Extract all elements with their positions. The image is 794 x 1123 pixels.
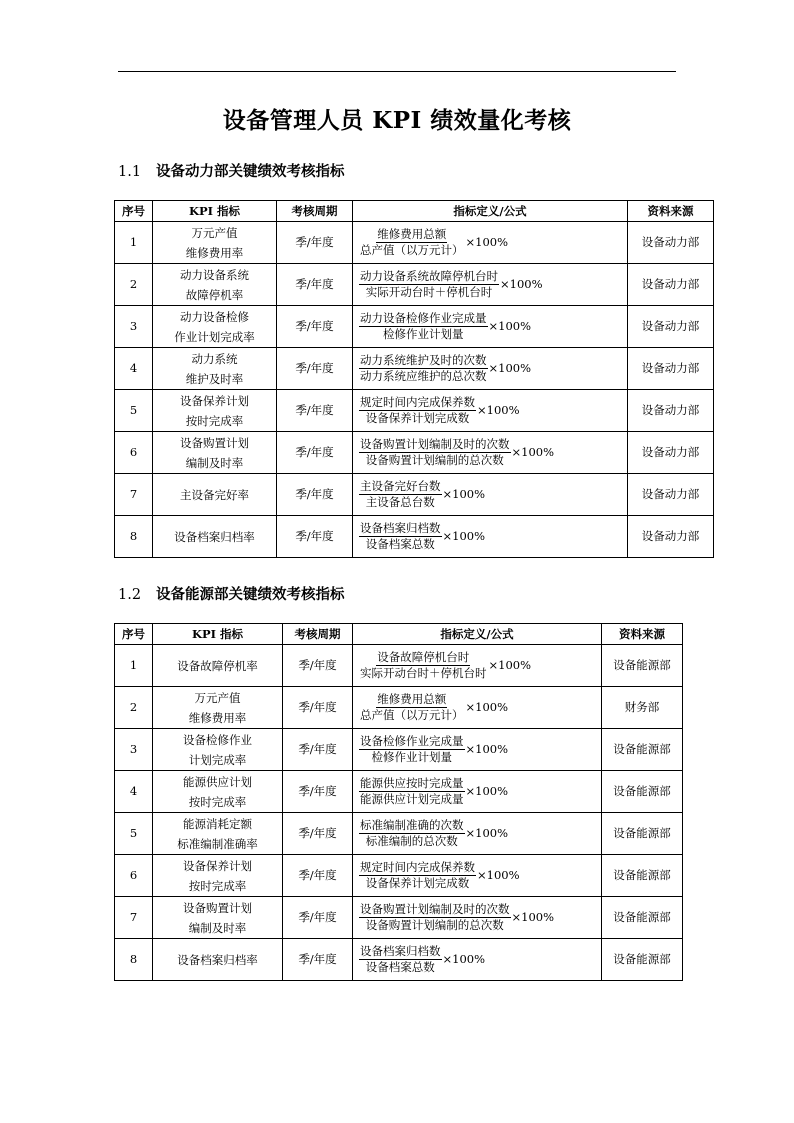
kpi-name <box>153 516 277 558</box>
kpi-name <box>153 771 283 813</box>
formula-fraction <box>359 353 488 384</box>
period: 季/年度 <box>283 645 353 687</box>
row-number: 1 <box>115 222 153 264</box>
col-header-period: 考核周期 <box>277 201 353 222</box>
formula-denominator: 设备保养计划完成数 <box>365 411 470 425</box>
formula-denominator: 检修作业计划量 <box>383 327 464 341</box>
kpi-name-line: 设备档案归档率 <box>177 952 258 967</box>
formula <box>353 264 628 306</box>
kpi-name-line: 编制及时率 <box>188 920 247 935</box>
data-source: 设备动力部 <box>628 348 714 390</box>
kpi-name-line: 维修费用率 <box>188 710 247 725</box>
formula-fraction <box>359 776 465 807</box>
formula-multiplier: ×100% <box>442 952 486 966</box>
table-row <box>115 306 714 348</box>
table-row <box>115 348 714 390</box>
row-number: 4 <box>115 348 153 390</box>
data-source: 设备能源部 <box>602 813 683 855</box>
kpi-name-line: 故障停机率 <box>185 287 244 302</box>
row-number: 1 <box>115 645 153 687</box>
row-number: 2 <box>115 264 153 306</box>
kpi-name-line: 万元产值 <box>194 690 241 705</box>
table-row <box>115 855 683 897</box>
period: 季/年度 <box>277 348 353 390</box>
formula <box>353 855 602 897</box>
table-header-row <box>115 201 714 222</box>
formula-fraction <box>359 944 442 975</box>
formula-denominator: 能源供应计划完成量 <box>360 792 464 806</box>
formula-denominator: 设备档案总数 <box>365 960 435 974</box>
formula-fraction <box>359 860 476 891</box>
data-source: 设备能源部 <box>602 729 683 771</box>
table-header-row <box>115 624 683 645</box>
formula-fraction <box>359 437 511 468</box>
kpi-name <box>153 264 277 306</box>
formula-denominator: 设备购置计划编制的总次数 <box>365 453 504 467</box>
kpi-name <box>153 855 283 897</box>
kpi-name <box>153 939 283 981</box>
section-heading-2 <box>118 583 345 604</box>
formula-multiplier: ×100% <box>488 319 532 333</box>
kpi-name <box>153 897 283 939</box>
period: 季/年度 <box>283 687 353 729</box>
formula-fraction <box>359 692 465 723</box>
kpi-name-line: 万元产值 <box>191 225 238 240</box>
formula-numerator: 规定时间内完成保养数 <box>360 395 475 409</box>
section-heading-1 <box>118 160 345 181</box>
formula-fraction <box>359 395 476 426</box>
kpi-name-line: 动力设备检修 <box>180 309 249 324</box>
data-source: 设备动力部 <box>628 222 714 264</box>
formula-numerator: 设备购置计划编制及时的次数 <box>360 902 510 916</box>
data-source: 设备能源部 <box>602 855 683 897</box>
row-number: 5 <box>115 390 153 432</box>
kpi-name <box>153 687 283 729</box>
formula-fraction <box>359 269 499 300</box>
formula-multiplier: ×100% <box>500 277 543 291</box>
kpi-name-line: 计划完成率 <box>188 752 247 767</box>
formula <box>353 222 628 264</box>
kpi-name <box>153 645 283 687</box>
kpi-name-line: 按时完成率 <box>188 878 247 893</box>
row-number: 8 <box>115 516 153 558</box>
period: 季/年度 <box>283 897 353 939</box>
formula <box>353 432 628 474</box>
table-row <box>115 432 714 474</box>
formula-numerator: 维修费用总额 <box>377 227 447 241</box>
kpi-name-line: 维护及时率 <box>185 371 244 386</box>
kpi-name-line: 按时完成率 <box>185 413 244 428</box>
table-row <box>115 390 714 432</box>
period: 季/年度 <box>277 390 353 432</box>
formula <box>353 348 628 390</box>
formula <box>353 645 602 687</box>
kpi-name-line: 设备购置计划 <box>180 435 249 450</box>
kpi-name-line: 编制及时率 <box>185 455 244 470</box>
kpi-name-line: 动力系统 <box>191 351 238 366</box>
formula-numerator: 动力系统维护及时的次数 <box>360 353 487 367</box>
table-row <box>115 645 683 687</box>
kpi-name-line: 设备档案归档率 <box>174 529 255 544</box>
period: 季/年度 <box>283 729 353 771</box>
formula-denominator: 实际开动台时＋停机台时 <box>360 666 487 680</box>
formula <box>353 516 628 558</box>
kpi-table-energy <box>114 623 683 981</box>
kpi-name-line: 设备检修作业 <box>183 732 252 747</box>
data-source: 设备动力部 <box>628 432 714 474</box>
formula-multiplier: ×100% <box>465 826 509 840</box>
formula-numerator: 设备档案归档数 <box>360 944 441 958</box>
data-source: 设备能源部 <box>602 897 683 939</box>
formula-denominator: 主设备总台数 <box>365 495 435 509</box>
kpi-name-line: 动力设备系统 <box>180 267 249 282</box>
row-number: 5 <box>115 813 153 855</box>
formula-fraction <box>359 902 511 933</box>
formula-denominator: 动力系统应维护的总次数 <box>360 369 487 383</box>
kpi-name-line: 设备购置计划 <box>183 900 252 915</box>
formula-numerator: 能源供应按时完成量 <box>360 776 464 790</box>
col-header-no: 序号 <box>115 201 153 222</box>
col-header-definition: 指标定义/公式 <box>353 201 628 222</box>
formula-multiplier: ×100% <box>511 445 555 459</box>
row-number: 6 <box>115 432 153 474</box>
col-header-source: 资料来源 <box>602 624 683 645</box>
formula-denominator: 总产值（以万元计） <box>360 708 464 722</box>
formula-numerator: 主设备完好台数 <box>360 479 441 493</box>
formula-multiplier: ×100% <box>477 403 520 417</box>
formula <box>353 687 602 729</box>
formula <box>353 474 628 516</box>
formula-numerator: 动力设备系统故障停机台时 <box>360 269 498 283</box>
row-number: 2 <box>115 687 153 729</box>
kpi-name-line: 标准编制准确率 <box>177 836 258 851</box>
table-row <box>115 264 714 306</box>
kpi-name <box>153 348 277 390</box>
data-source: 设备动力部 <box>628 474 714 516</box>
col-header-kpi: KPI 指标 <box>153 201 277 222</box>
formula <box>353 390 628 432</box>
section-title: 设备动力部关键绩效考核指标 <box>156 163 345 180</box>
table-row <box>115 687 683 729</box>
kpi-name <box>153 813 283 855</box>
data-source: 设备能源部 <box>602 771 683 813</box>
row-number: 3 <box>115 306 153 348</box>
col-header-no: 序号 <box>115 624 153 645</box>
period: 季/年度 <box>283 771 353 813</box>
kpi-name-line: 设备故障停机率 <box>177 658 258 673</box>
formula-multiplier: ×100% <box>488 658 532 672</box>
section-number: 1.1 <box>118 164 142 180</box>
table-row <box>115 813 683 855</box>
formula-denominator: 实际开动台时＋停机台时 <box>365 285 493 299</box>
kpi-name-line: 主设备完好率 <box>180 487 249 502</box>
formula-fraction <box>359 818 465 849</box>
row-number: 6 <box>115 855 153 897</box>
formula-denominator: 设备保养计划完成数 <box>365 876 470 890</box>
table-row <box>115 771 683 813</box>
formula-fraction <box>359 479 442 510</box>
row-number: 7 <box>115 897 153 939</box>
formula-multiplier: ×100% <box>442 487 486 501</box>
period: 季/年度 <box>277 474 353 516</box>
col-header-kpi: KPI 指标 <box>153 624 283 645</box>
data-source: 设备能源部 <box>602 939 683 981</box>
period: 季/年度 <box>283 939 353 981</box>
data-source: 设备动力部 <box>628 264 714 306</box>
formula-fraction <box>359 311 488 342</box>
kpi-name <box>153 222 277 264</box>
formula-denominator: 检修作业计划量 <box>371 750 452 764</box>
formula-multiplier: ×100% <box>465 700 509 714</box>
kpi-name-line: 能源供应计划 <box>183 774 252 789</box>
formula-multiplier: ×100% <box>488 361 532 375</box>
period: 季/年度 <box>283 813 353 855</box>
section-title: 设备能源部关键绩效考核指标 <box>156 586 345 603</box>
formula-fraction <box>359 227 465 258</box>
kpi-name <box>153 306 277 348</box>
period: 季/年度 <box>277 432 353 474</box>
table-row <box>115 516 714 558</box>
kpi-name <box>153 390 277 432</box>
data-source: 设备动力部 <box>628 516 714 558</box>
formula-denominator: 标准编制的总次数 <box>365 834 458 848</box>
kpi-name-line: 按时完成率 <box>188 794 247 809</box>
formula <box>353 729 602 771</box>
formula-multiplier: ×100% <box>511 910 555 924</box>
formula-multiplier: ×100% <box>465 235 509 249</box>
formula <box>353 897 602 939</box>
col-header-source: 资料来源 <box>628 201 714 222</box>
data-source: 设备动力部 <box>628 390 714 432</box>
data-source: 设备动力部 <box>628 306 714 348</box>
formula-numerator: 规定时间内完成保养数 <box>360 860 475 874</box>
kpi-name-line: 能源消耗定额 <box>183 816 252 831</box>
formula <box>353 813 602 855</box>
formula <box>353 306 628 348</box>
table-row <box>115 729 683 771</box>
formula <box>353 771 602 813</box>
row-number: 7 <box>115 474 153 516</box>
formula-fraction <box>359 650 488 681</box>
formula-multiplier: ×100% <box>465 742 509 756</box>
table-row <box>115 897 683 939</box>
period: 季/年度 <box>277 516 353 558</box>
formula-numerator: 维修费用总额 <box>377 692 447 706</box>
section-number: 1.2 <box>118 587 142 603</box>
row-number: 8 <box>115 939 153 981</box>
formula-multiplier: ×100% <box>477 868 520 882</box>
formula-denominator: 设备购置计划编制的总次数 <box>365 918 504 932</box>
formula-numerator: 设备档案归档数 <box>360 521 441 535</box>
formula-fraction <box>359 734 465 765</box>
data-source: 财务部 <box>602 687 683 729</box>
period: 季/年度 <box>277 264 353 306</box>
header-rule <box>118 71 676 72</box>
formula-numerator: 动力设备检修作业完成量 <box>360 311 487 325</box>
kpi-name <box>153 432 277 474</box>
data-source: 设备能源部 <box>602 645 683 687</box>
row-number: 3 <box>115 729 153 771</box>
period: 季/年度 <box>283 855 353 897</box>
kpi-name <box>153 729 283 771</box>
formula-numerator: 设备故障停机台时 <box>377 650 470 664</box>
table-row <box>115 939 683 981</box>
kpi-name-line: 作业计划完成率 <box>174 329 255 344</box>
kpi-table-power <box>114 200 714 558</box>
formula-numerator: 设备检修作业完成量 <box>360 734 464 748</box>
formula-numerator: 标准编制准确的次数 <box>360 818 464 832</box>
kpi-name-line: 设备保养计划 <box>180 393 249 408</box>
formula-denominator: 总产值（以万元计） <box>360 243 464 257</box>
formula-denominator: 设备档案总数 <box>365 537 435 551</box>
col-header-period: 考核周期 <box>283 624 353 645</box>
formula-multiplier: ×100% <box>465 784 509 798</box>
table-row <box>115 474 714 516</box>
kpi-name-line: 设备保养计划 <box>183 858 252 873</box>
formula-numerator: 设备购置计划编制及时的次数 <box>360 437 510 451</box>
table-row <box>115 222 714 264</box>
formula-fraction <box>359 521 442 552</box>
row-number: 4 <box>115 771 153 813</box>
kpi-name-line: 维修费用率 <box>185 245 244 260</box>
page-title: 设备管理人员 KPI 绩效量化考核 <box>222 107 572 134</box>
period: 季/年度 <box>277 222 353 264</box>
col-header-definition: 指标定义/公式 <box>353 624 602 645</box>
formula <box>353 939 602 981</box>
period: 季/年度 <box>277 306 353 348</box>
kpi-name <box>153 474 277 516</box>
formula-multiplier: ×100% <box>442 529 486 543</box>
